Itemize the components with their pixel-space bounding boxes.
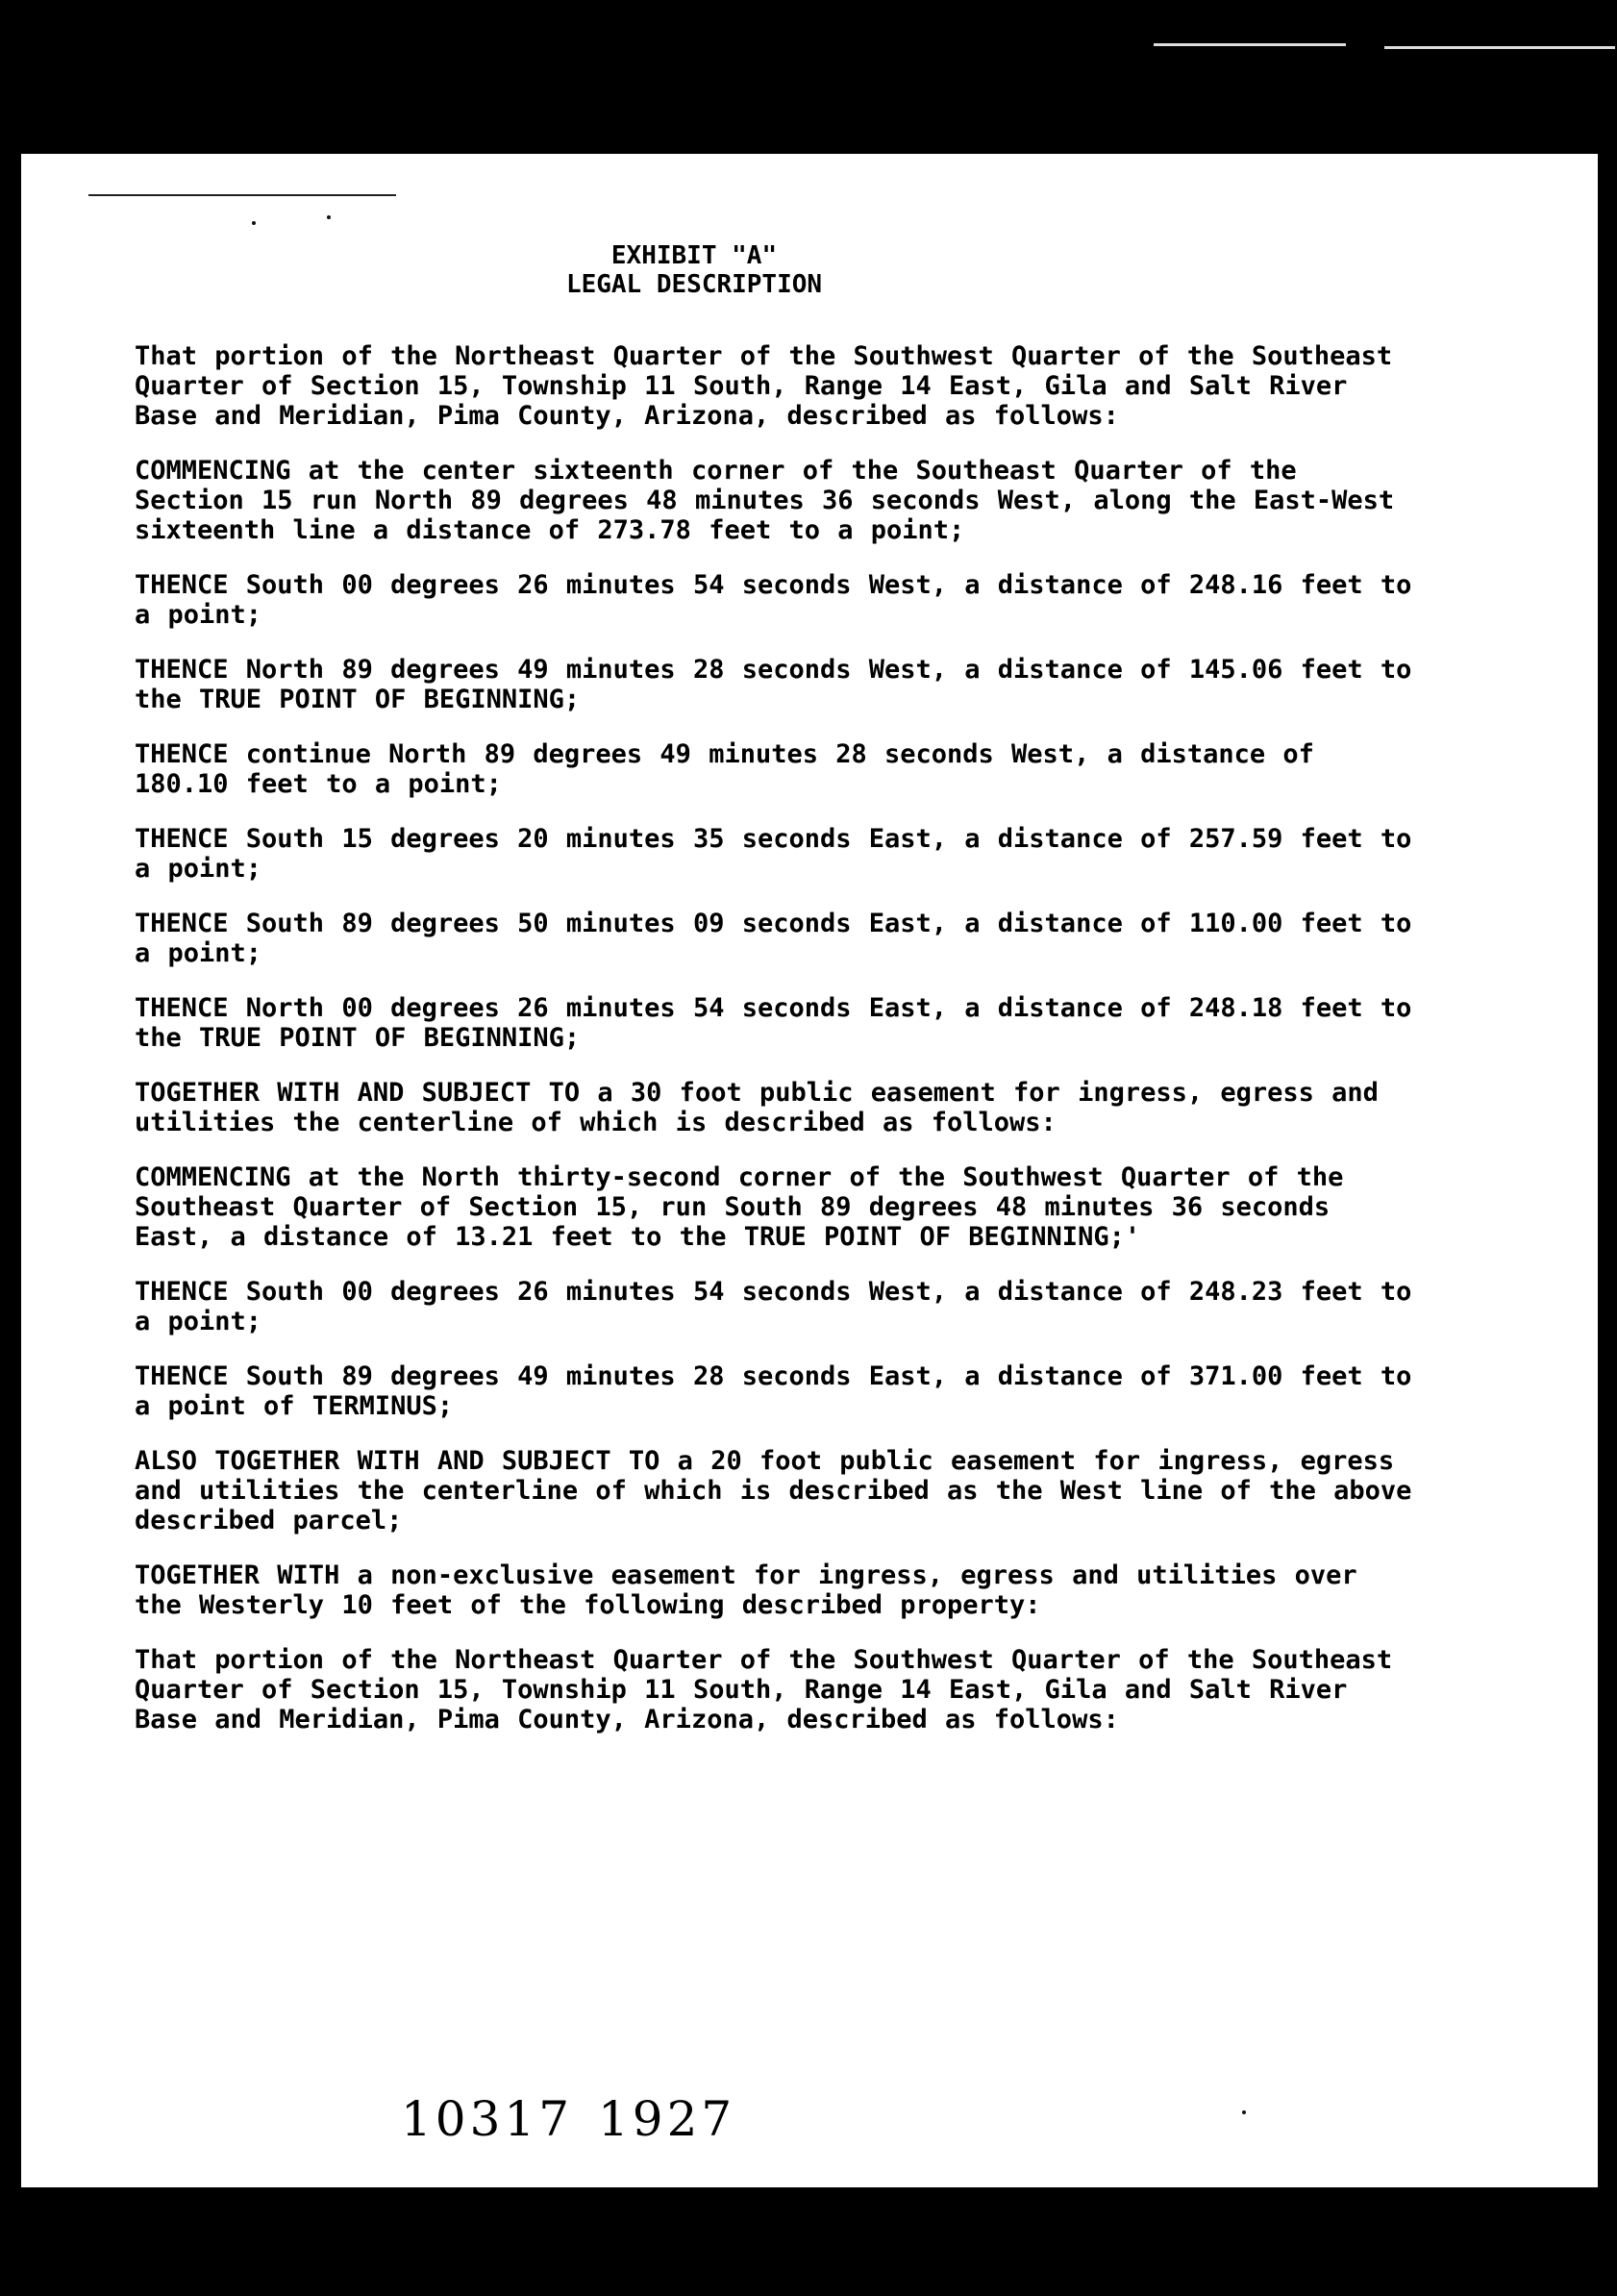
scan-speck [1242, 2110, 1246, 2114]
paragraph: That portion of the Northeast Quarter of the Southwest Quarter of the Southeast Quarter of Section 15, Township 11 South, Range 14 East, Gila and Salt River Base and Meridian, Pima County, Arizona, described as follows: [135, 341, 1393, 431]
exhibit-title: EXHIBIT "A" [610, 241, 778, 270]
paragraph: COMMENCING at the North thirty-second corner of the Southwest Quarter of the Southeast Quarter of Section 15, run South 89 degrees 48 minutes 36 seconds East, a distance of 13.21 feet to the TRUE POINT OF BEGINNING;' [135, 1162, 1344, 1252]
legal-description-body [135, 341, 1413, 1759]
paragraph: ALSO TOGETHER WITH AND SUBJECT TO a 20 foot public easement for ingress, egress and utilities the centerline of which is described as the West line of the above described parcel; [135, 1446, 1412, 1535]
paragraph: TOGETHER WITH AND SUBJECT TO a 30 foot public easement for ingress, egress and utilities the centerline of which is described as follows: [135, 1078, 1379, 1137]
paragraph: TOGETHER WITH a non-exclusive easement for ingress, egress and utilities over the Westerly 10 feet of the following described property: [135, 1560, 1357, 1620]
page-number-stamp: 1927 [598, 2091, 736, 2147]
scan-edge-line [1154, 43, 1346, 46]
paragraph: THENCE North 89 degrees 49 minutes 28 seconds West, a distance of 145.06 feet to the TRUE POINT OF BEGINNING; [135, 655, 1412, 714]
paragraph: THENCE North 00 degrees 26 minutes 54 seconds East, a distance of 248.18 feet to the TRUE POINT OF BEGINNING; [135, 993, 1412, 1053]
document-number-stamp: 10317 [401, 2091, 574, 2147]
document-page [21, 154, 1598, 2187]
paragraph: THENCE South 00 degrees 26 minutes 54 seconds West, a distance of 248.16 feet to a point; [135, 570, 1412, 630]
scan-speck [252, 221, 256, 225]
paragraph: That portion of the Northeast Quarter of the Southwest Quarter of the Southeast Quarter of Section 15, Township 11 South, Range 14 East, Gila and Salt River Base and Meridian, Pima County, Arizona, described as follows: [135, 1645, 1393, 1734]
paragraph: THENCE South 00 degrees 26 minutes 54 seconds West, a distance of 248.23 feet to a point; [135, 1277, 1412, 1336]
paragraph: THENCE continue North 89 degrees 49 minutes 28 seconds West, a distance of 180.10 feet to a point; [135, 739, 1314, 799]
scan-speck [327, 215, 331, 219]
paragraph: THENCE South 15 degrees 20 minutes 35 seconds East, a distance of 257.59 feet to a point; [135, 824, 1412, 884]
scan-edge-line [1384, 46, 1615, 49]
paragraph: COMMENCING at the center sixteenth corner of the Southeast Quarter of the Section 15 run North 89 degrees 48 minutes 36 seconds West, along the East-West sixteenth line a distance of 273.78 feet to a point; [135, 456, 1395, 545]
paragraph: THENCE South 89 degrees 50 minutes 09 seconds East, a distance of 110.00 feet to a point; [135, 909, 1412, 968]
exhibit-subtitle: LEGAL DESCRIPTION [565, 270, 823, 299]
paragraph: THENCE South 89 degrees 49 minutes 28 seconds East, a distance of 371.00 feet to a point of TERMINUS; [135, 1361, 1412, 1421]
scan-noise [88, 194, 396, 196]
